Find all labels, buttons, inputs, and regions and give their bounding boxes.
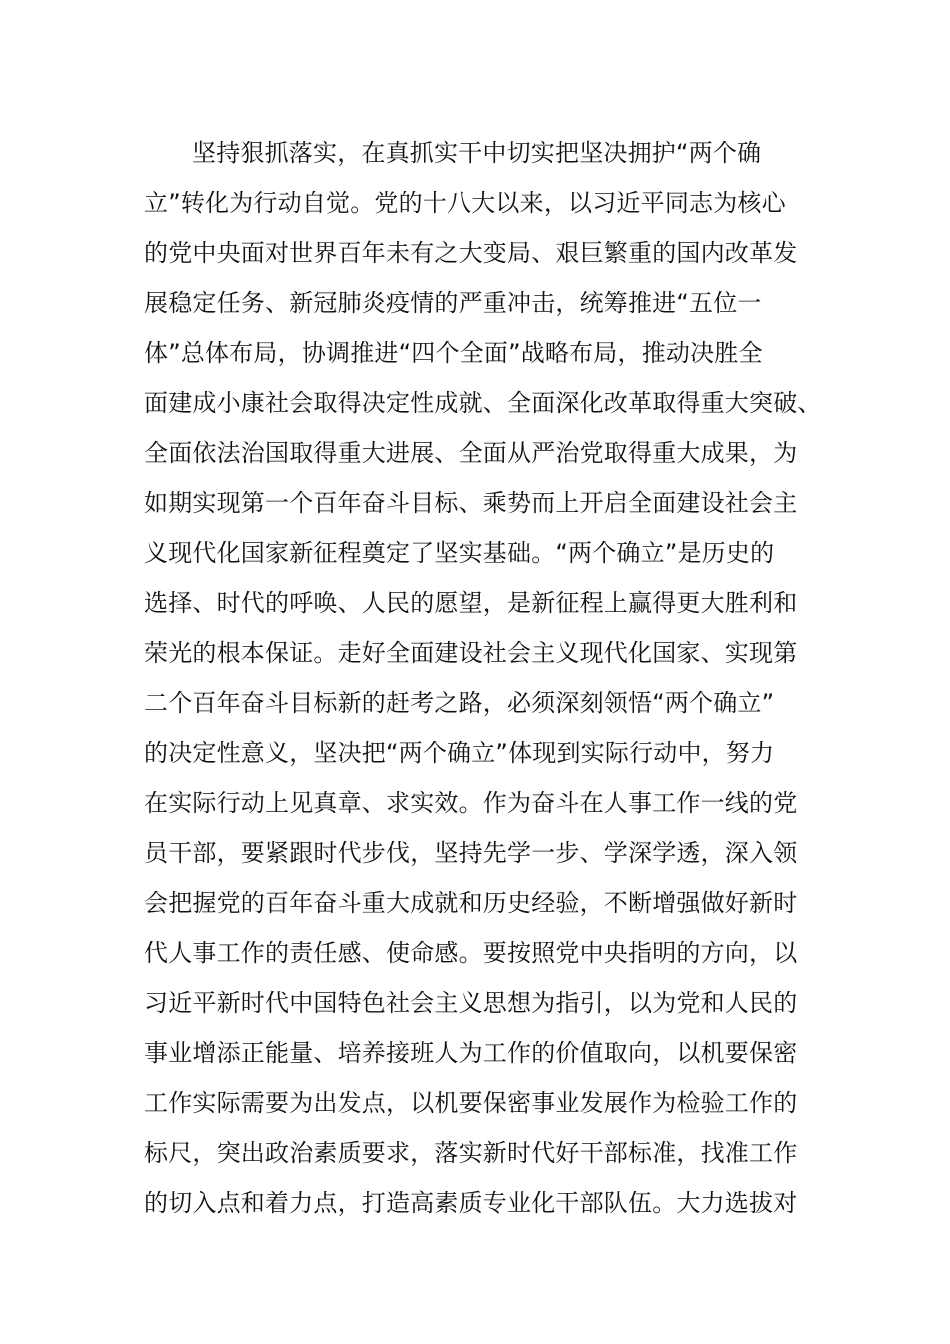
text-line: 的决定性意义，坚决把“两个确立”体现到实际行动中，努力 (144, 739, 775, 767)
text-line: 体”总体布局，协调推进“四个全面”战略布局，推动决胜全 (144, 339, 763, 367)
text-line: 在实际行动上见真章、求实效。作为奋斗在人事工作一线的党 (144, 789, 798, 817)
text-line: 义现代化国家新征程奠定了坚实基础。“两个确立”是历史的 (144, 539, 775, 567)
text-line: 面建成小康社会取得决定性成就、全面深化改革取得重大突破、 (144, 389, 822, 417)
text-line: 习近平新时代中国特色社会主义思想为指引，以为党和人民的 (144, 989, 798, 1017)
text-line: 的切入点和着力点，打造高素质专业化干部队伍。大力选拔对 (144, 1189, 798, 1217)
text-line: 立”转化为行动自觉。党的十八大以来，以习近平同志为核心 (144, 189, 786, 217)
text-line: 员干部，要紧跟时代步伐，坚持先学一步、学深学透，深入领 (144, 839, 798, 867)
body-paragraph (144, 128, 822, 1228)
text-line: 选择、时代的呼唤、人民的愿望，是新征程上赢得更大胜利和 (144, 589, 798, 617)
text-line: 工作实际需要为出发点，以机要保密事业发展作为检验工作的 (144, 1089, 798, 1117)
text-line: 展稳定任务、新冠肺炎疫情的严重冲击，统筹推进“五位一 (144, 289, 762, 317)
text-line: 坚持狠抓落实，在真抓实干中切实把坚决拥护“两个确 (192, 139, 762, 167)
text-line: 荣光的根本保证。走好全面建设社会主义现代化国家、实现第 (144, 639, 798, 667)
text-line: 二个百年奋斗目标新的赶考之路，必须深刻领悟“两个确立” (144, 689, 775, 717)
text-line: 如期实现第一个百年奋斗目标、乘势而上开启全面建设社会主 (144, 489, 798, 517)
text-line: 标尺，突出政治素质要求，落实新时代好干部标准，找准工作 (144, 1139, 798, 1167)
text-line: 代人事工作的责任感、使命感。要按照党中央指明的方向，以 (144, 939, 798, 967)
text-line: 全面依法治国取得重大进展、全面从严治党取得重大成果，为 (144, 439, 798, 467)
text-line: 会把握党的百年奋斗重大成就和历史经验，不断增强做好新时 (144, 889, 798, 917)
text-line: 的党中央面对世界百年未有之大变局、艰巨繁重的国内改革发 (144, 239, 798, 267)
text-line: 事业增添正能量、培养接班人为工作的价值取向，以机要保密 (144, 1039, 798, 1067)
